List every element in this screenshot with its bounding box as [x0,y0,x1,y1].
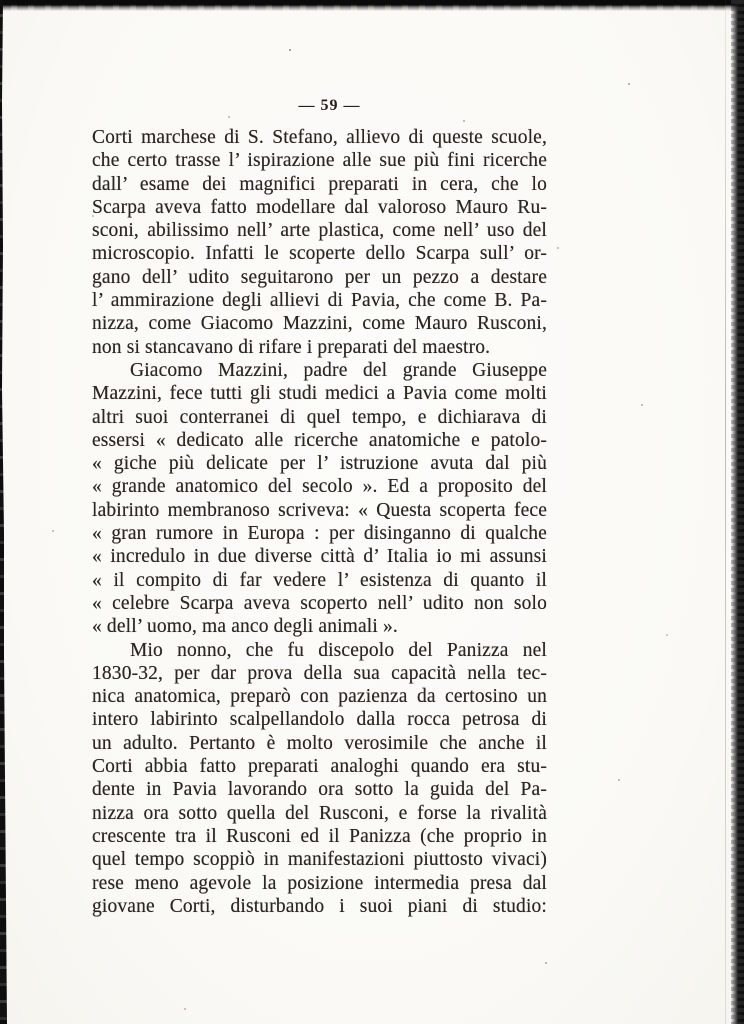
text-line: rese meno agevole la posizione intermedia presa dal [92,872,547,894]
text-line: nizza, come Giacomo Mazzini, come Mauro Rusconi, [92,313,547,335]
text-line: nizza ora sotto quella del Rusconi, e forse la rivalità [92,802,547,824]
text-line: dall’ esame dei magnifici preparati in cera, che lo [92,173,547,195]
text-line: « dell’ uomo, ma anco degli animali ». [92,616,398,638]
text-line: nica anatomica, preparò con pazienza da certosino un [92,686,547,708]
text-line: intero labirinto scalpellandolo dalla rocca petrosa di [92,709,547,731]
page-text [92,126,547,918]
page-number: — 59 — [298,97,361,114]
text-line: « giche più delicate per l’ istruzione avuta dal più [92,453,547,475]
text-line: Corti marchese di S. Stefano, allievo di queste scuole, [92,127,547,148]
text-line: dente in Pavia lavorando ora sotto la guida del Pa- [92,779,547,801]
scan-edge-left [0,0,8,1024]
text-line: Corti abbia fatto preparati analoghi quando era stu- [92,756,547,778]
text-line: « celebre Scarpa aveva scoperto nell’ udito non solo [92,592,547,614]
text-line: altri suoi conterranei di quel tempo, e dichiarava di [92,406,547,428]
text-line: Scarpa aveva fatto modellare dal valoroso Mauro Ru- [92,196,547,218]
text-line: « grande anatomico del secolo ». Ed a proposito del [92,476,547,498]
text-line: essersi « dedicato alle ricerche anatomiche e patolo- [92,429,547,451]
text-line: non si stancavano di rifare i preparati del maestro. [92,336,491,358]
text-line: « il compito di far vedere l’ esistenza di quanto il [92,569,547,591]
scan-edge-top [0,0,744,11]
text-line: quel tempo scoppiò in manifestazioni piuttosto vivaci) [92,849,547,871]
text-line: giovane Corti, disturbando i suoi piani di studio: [92,895,547,917]
text-line: un adulto. Pertanto è molto verosimile che anche il [92,732,547,754]
text-line: Mio nonno, che fu discepolo del Panizza nel [130,639,547,661]
text-line: gano dell’ udito seguitarono per un pezzo a destare [92,266,547,288]
scan-edge-right [731,0,744,1024]
text-line: « incredulo in due diverse città d’ Italia io mi assunsi [92,546,547,568]
text-line: che certo trasse l’ ispirazione alle sue più fini ricerche [92,150,547,172]
text-line: 1830-32, per dar prova della sua capacità nella tec- [92,662,547,684]
text-line: « gran rumore in Europa : per disinganno di qualche [92,523,547,545]
text-line: microscopio. Infatti le scoperte dello Scarpa sull’ or- [92,243,547,265]
text-line: labirinto membranoso scriveva: « Questa scoperta fece [92,499,547,521]
text-line: Giacomo Mazzini, padre del grande Giuseppe [130,359,547,381]
text-line: sconi, abilissimo nell’ arte plastica, come nell’ uso del [92,220,547,242]
text-line: crescente tra il Rusconi ed il Panizza (che proprio in [92,825,547,847]
text-line: l’ ammirazione degli allievi di Pavia, che come B. Pa- [92,290,547,312]
text-line: Mazzini, fece tutti gli studi medici a Pavia come molti [92,383,547,405]
